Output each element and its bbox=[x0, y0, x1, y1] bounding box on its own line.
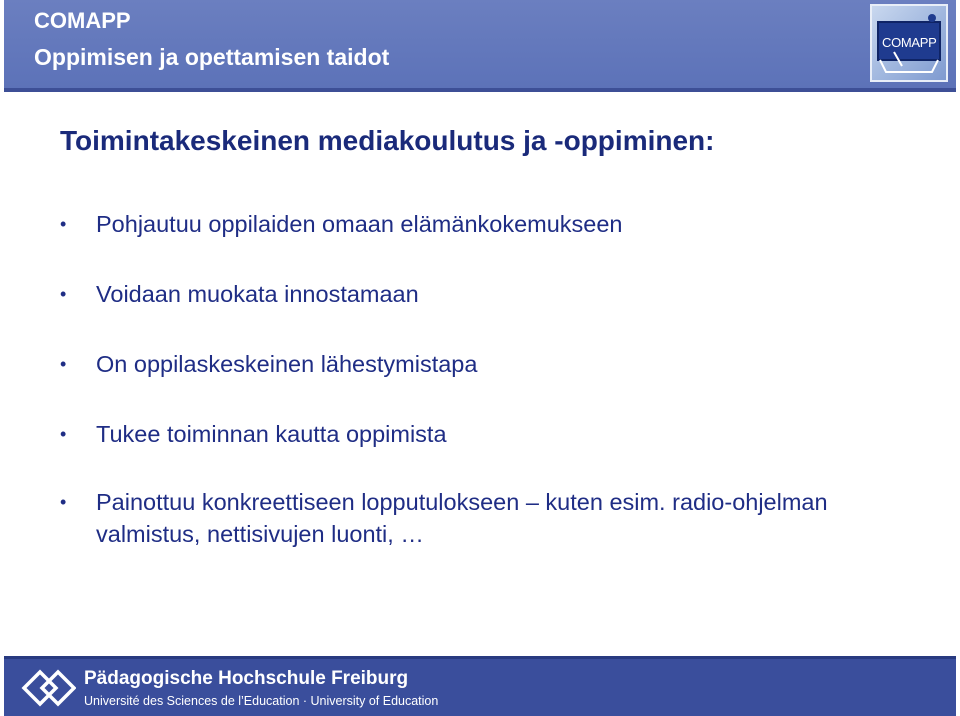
bullet-icon: • bbox=[60, 492, 67, 512]
bullet-icon: • bbox=[60, 214, 67, 234]
brand-title: COMAPP bbox=[34, 8, 131, 33]
bullet-icon: • bbox=[60, 284, 67, 304]
university-subtitle: Université des Sciences de l’Education · University of Education bbox=[84, 694, 439, 708]
list-item-text: On oppilaskeskeinen lähestymistapa bbox=[96, 351, 478, 377]
list-item-text: Painottuu konkreettiseen lopputulokseen – kuten esim. radio-ohjelman valmistus, nettisivujen luonti, … bbox=[96, 489, 828, 547]
header-subtitle: Oppimisen ja opettamisen taidot bbox=[34, 44, 390, 70]
slide-title: Toimintakeskeinen mediakoulutus ja -oppiminen: bbox=[60, 125, 715, 156]
list-item-text: Voidaan muokata innostamaan bbox=[96, 281, 419, 307]
university-name: Pädagogische Hochschule Freiburg bbox=[84, 668, 409, 689]
university-logo-icon bbox=[20, 666, 76, 710]
bullet-icon: • bbox=[60, 424, 67, 444]
bullet-icon: • bbox=[60, 354, 67, 374]
list-item-text: Pohjautuu oppilaiden omaan elämänkokemukseen bbox=[96, 211, 623, 237]
header-divider bbox=[4, 88, 956, 92]
footer-divider bbox=[4, 656, 956, 659]
comapp-logo-text: COMAPP bbox=[882, 35, 937, 50]
list-item-text: Tukee toiminnan kautta oppimista bbox=[96, 421, 447, 447]
comapp-logo bbox=[870, 4, 948, 82]
